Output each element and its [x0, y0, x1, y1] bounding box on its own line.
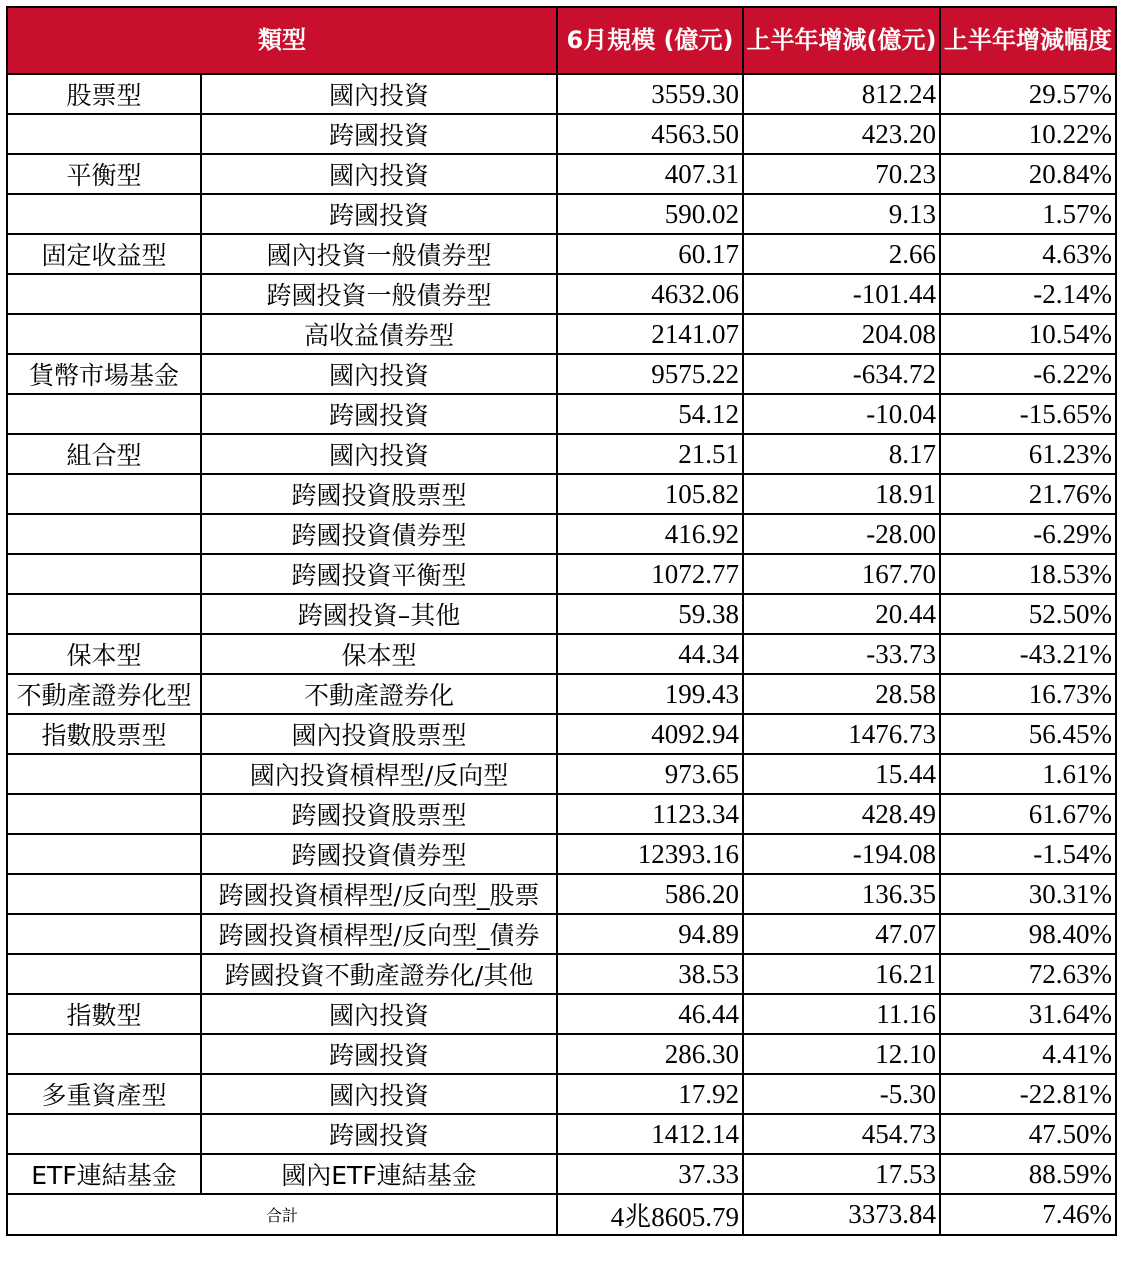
header-change: 上半年增減(億元) — [743, 7, 940, 74]
change-pct-cell: 72.63% — [940, 954, 1116, 994]
subtype-cell: 國內投資槓桿型/反向型 — [201, 754, 557, 794]
table-row — [7, 234, 1116, 274]
category-cell: 保本型 — [7, 634, 201, 674]
header-change-pct: 上半年增減幅度 — [940, 7, 1116, 74]
category-cell — [7, 114, 201, 154]
size-cell: 9575.22 — [557, 354, 743, 394]
size-cell: 1123.34 — [557, 794, 743, 834]
category-cell — [7, 794, 201, 834]
change-cell: -194.08 — [743, 834, 940, 874]
change-cell: -634.72 — [743, 354, 940, 394]
category-cell — [7, 314, 201, 354]
change-cell: 423.20 — [743, 114, 940, 154]
change-pct-cell: 1.57% — [940, 194, 1116, 234]
table-row — [7, 154, 1116, 194]
subtype-cell: 跨國投資股票型 — [201, 474, 557, 514]
subtype-cell: 跨國投資 — [201, 114, 557, 154]
change-cell: -33.73 — [743, 634, 940, 674]
subtype-cell: 跨國投資–其他 — [201, 594, 557, 634]
table-row — [7, 674, 1116, 714]
category-cell — [7, 594, 201, 634]
size-cell: 94.89 — [557, 914, 743, 954]
change-pct-cell: 21.76% — [940, 474, 1116, 514]
subtype-cell: 跨國投資槓桿型/反向型_債券 — [201, 914, 557, 954]
change-pct-cell: 18.53% — [940, 554, 1116, 594]
size-cell: 590.02 — [557, 194, 743, 234]
change-pct-cell: -1.54% — [940, 834, 1116, 874]
subtype-cell: 跨國投資一般債券型 — [201, 274, 557, 314]
category-cell: 組合型 — [7, 434, 201, 474]
size-cell: 21.51 — [557, 434, 743, 474]
size-cell: 2141.07 — [557, 314, 743, 354]
size-cell: 54.12 — [557, 394, 743, 434]
table-row — [7, 274, 1116, 314]
change-pct-cell: -22.81% — [940, 1074, 1116, 1114]
category-cell — [7, 1034, 201, 1074]
category-cell: ETF連結基金 — [7, 1154, 201, 1194]
size-cell: 59.38 — [557, 594, 743, 634]
table-row — [7, 1074, 1116, 1114]
category-cell: 固定收益型 — [7, 234, 201, 274]
table-row — [7, 474, 1116, 514]
change-pct-cell: 47.50% — [940, 1114, 1116, 1154]
change-cell: 2.66 — [743, 234, 940, 274]
subtype-cell: 跨國投資 — [201, 1114, 557, 1154]
size-cell: 416.92 — [557, 514, 743, 554]
subtype-cell: 國內投資股票型 — [201, 714, 557, 754]
change-pct-cell: 1.61% — [940, 754, 1116, 794]
change-pct-cell: 29.57% — [940, 74, 1116, 114]
table-row — [7, 74, 1116, 114]
category-cell — [7, 394, 201, 434]
change-pct-cell: 10.22% — [940, 114, 1116, 154]
category-cell — [7, 554, 201, 594]
subtype-cell: 不動產證券化 — [201, 674, 557, 714]
size-cell: 1072.77 — [557, 554, 743, 594]
change-cell: 17.53 — [743, 1154, 940, 1194]
category-cell — [7, 914, 201, 954]
size-cell: 199.43 — [557, 674, 743, 714]
change-cell: 70.23 — [743, 154, 940, 194]
subtype-cell: 國內投資 — [201, 354, 557, 394]
table-row — [7, 434, 1116, 474]
change-cell: 15.44 — [743, 754, 940, 794]
change-cell: 204.08 — [743, 314, 940, 354]
category-cell — [7, 1114, 201, 1154]
total-size: 4兆8605.79 — [557, 1194, 743, 1235]
table-row — [7, 394, 1116, 434]
category-cell — [7, 274, 201, 314]
table-row — [7, 1034, 1116, 1074]
size-cell: 44.34 — [557, 634, 743, 674]
size-cell: 973.65 — [557, 754, 743, 794]
table-row — [7, 834, 1116, 874]
size-cell: 12393.16 — [557, 834, 743, 874]
size-cell: 3559.30 — [557, 74, 743, 114]
subtype-cell: 跨國投資不動產證券化/其他 — [201, 954, 557, 994]
category-cell: 多重資產型 — [7, 1074, 201, 1114]
category-cell: 不動產證券化型 — [7, 674, 201, 714]
subtype-cell: 國內投資 — [201, 154, 557, 194]
category-cell — [7, 754, 201, 794]
change-pct-cell: 20.84% — [940, 154, 1116, 194]
subtype-cell: 國內投資一般債券型 — [201, 234, 557, 274]
category-cell: 指數股票型 — [7, 714, 201, 754]
category-cell: 股票型 — [7, 74, 201, 114]
table-row — [7, 994, 1116, 1034]
category-cell — [7, 834, 201, 874]
change-cell: 20.44 — [743, 594, 940, 634]
change-cell: 812.24 — [743, 74, 940, 114]
size-cell: 105.82 — [557, 474, 743, 514]
table-header-row — [7, 7, 1116, 74]
change-pct-cell: 4.41% — [940, 1034, 1116, 1074]
size-cell: 586.20 — [557, 874, 743, 914]
category-cell: 貨幣市場基金 — [7, 354, 201, 394]
cropped-source-note — [0, 1280, 1122, 1286]
change-cell: 11.16 — [743, 994, 940, 1034]
subtype-cell: 國內投資 — [201, 994, 557, 1034]
subtype-cell: 國內投資 — [201, 434, 557, 474]
total-row — [7, 1194, 1116, 1235]
subtype-cell: 跨國投資債券型 — [201, 834, 557, 874]
total-change: 3373.84 — [743, 1194, 940, 1235]
table-row — [7, 594, 1116, 634]
category-cell: 平衡型 — [7, 154, 201, 194]
subtype-cell: 跨國投資平衡型 — [201, 554, 557, 594]
change-pct-cell: 31.64% — [940, 994, 1116, 1034]
change-pct-cell: 16.73% — [940, 674, 1116, 714]
change-cell: 28.58 — [743, 674, 940, 714]
header-size: 6月規模 (億元) — [557, 7, 743, 74]
subtype-cell: 國內ETF連結基金 — [201, 1154, 557, 1194]
size-cell: 407.31 — [557, 154, 743, 194]
category-cell — [7, 874, 201, 914]
change-cell: -10.04 — [743, 394, 940, 434]
change-cell: 12.10 — [743, 1034, 940, 1074]
table-row — [7, 954, 1116, 994]
category-cell — [7, 954, 201, 994]
change-cell: 1476.73 — [743, 714, 940, 754]
size-cell: 38.53 — [557, 954, 743, 994]
total-label: 合計 — [7, 1194, 557, 1235]
change-pct-cell: 61.67% — [940, 794, 1116, 834]
size-cell: 37.33 — [557, 1154, 743, 1194]
table-row — [7, 354, 1116, 394]
change-pct-cell: -15.65% — [940, 394, 1116, 434]
subtype-cell: 國內投資 — [201, 74, 557, 114]
size-cell: 4563.50 — [557, 114, 743, 154]
category-cell — [7, 514, 201, 554]
category-cell — [7, 194, 201, 234]
change-pct-cell: -6.29% — [940, 514, 1116, 554]
size-cell: 1412.14 — [557, 1114, 743, 1154]
table-row — [7, 194, 1116, 234]
fund-size-table — [6, 6, 1117, 1236]
category-cell — [7, 474, 201, 514]
table-row — [7, 914, 1116, 954]
change-pct-cell: -43.21% — [940, 634, 1116, 674]
change-pct-cell: -2.14% — [940, 274, 1116, 314]
subtype-cell: 跨國投資股票型 — [201, 794, 557, 834]
change-cell: 136.35 — [743, 874, 940, 914]
table-row — [7, 1114, 1116, 1154]
table-row — [7, 874, 1116, 914]
change-cell: 47.07 — [743, 914, 940, 954]
change-pct-cell: 30.31% — [940, 874, 1116, 914]
size-cell: 60.17 — [557, 234, 743, 274]
size-cell: 17.92 — [557, 1074, 743, 1114]
table-row — [7, 714, 1116, 754]
size-cell: 286.30 — [557, 1034, 743, 1074]
table-row — [7, 554, 1116, 594]
subtype-cell: 跨國投資 — [201, 194, 557, 234]
change-cell: 9.13 — [743, 194, 940, 234]
size-cell: 4632.06 — [557, 274, 743, 314]
change-cell: 454.73 — [743, 1114, 940, 1154]
change-pct-cell: 56.45% — [940, 714, 1116, 754]
size-cell: 4092.94 — [557, 714, 743, 754]
subtype-cell: 保本型 — [201, 634, 557, 674]
change-cell: 428.49 — [743, 794, 940, 834]
subtype-cell: 高收益債券型 — [201, 314, 557, 354]
change-cell: -101.44 — [743, 274, 940, 314]
change-pct-cell: 4.63% — [940, 234, 1116, 274]
change-pct-cell: 61.23% — [940, 434, 1116, 474]
change-cell: 8.17 — [743, 434, 940, 474]
subtype-cell: 跨國投資槓桿型/反向型_股票 — [201, 874, 557, 914]
subtype-cell: 跨國投資債券型 — [201, 514, 557, 554]
subtype-cell: 跨國投資 — [201, 1034, 557, 1074]
total-change-pct: 7.46% — [940, 1194, 1116, 1235]
subtype-cell: 跨國投資 — [201, 394, 557, 434]
subtype-cell: 國內投資 — [201, 1074, 557, 1114]
change-pct-cell: 88.59% — [940, 1154, 1116, 1194]
table-row — [7, 634, 1116, 674]
change-pct-cell: 98.40% — [940, 914, 1116, 954]
change-pct-cell: 52.50% — [940, 594, 1116, 634]
category-cell: 指數型 — [7, 994, 201, 1034]
change-cell: 16.21 — [743, 954, 940, 994]
change-cell: 167.70 — [743, 554, 940, 594]
table-row — [7, 794, 1116, 834]
table-row — [7, 1154, 1116, 1194]
change-cell: 18.91 — [743, 474, 940, 514]
header-type: 類型 — [7, 7, 557, 74]
size-cell: 46.44 — [557, 994, 743, 1034]
table-row — [7, 514, 1116, 554]
change-pct-cell: -6.22% — [940, 354, 1116, 394]
table-row — [7, 754, 1116, 794]
table-row — [7, 114, 1116, 154]
table-row — [7, 314, 1116, 354]
change-cell: -5.30 — [743, 1074, 940, 1114]
change-cell: -28.00 — [743, 514, 940, 554]
change-pct-cell: 10.54% — [940, 314, 1116, 354]
